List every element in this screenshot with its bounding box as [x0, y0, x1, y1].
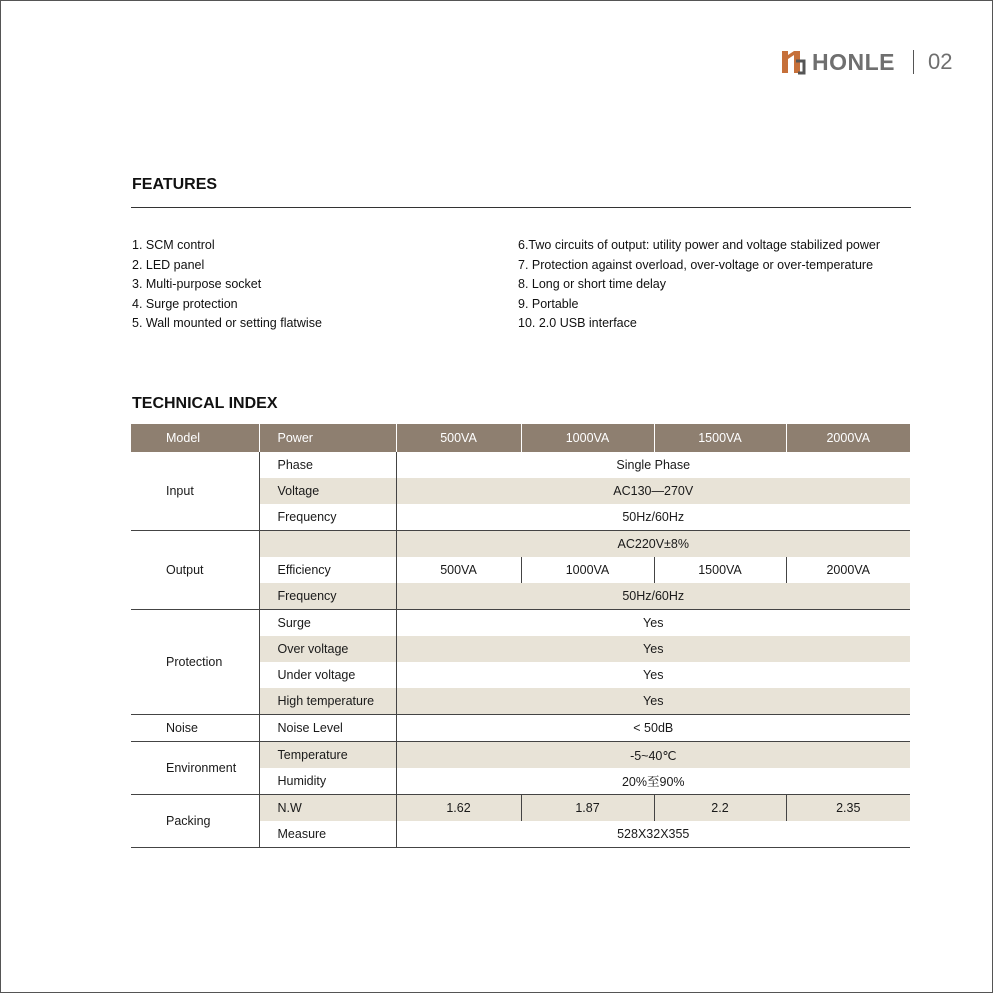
- feature-item: 1. SCM control: [132, 238, 215, 252]
- group-output: Output: [131, 531, 259, 610]
- header-col: 500VA: [396, 424, 521, 452]
- table-row: [131, 795, 910, 822]
- param-value: 528X32X355: [396, 821, 910, 848]
- param-value: 20%至90%: [396, 768, 910, 795]
- param-value: 2000VA: [826, 563, 871, 577]
- page-header: [780, 44, 952, 80]
- page-number: 02: [928, 49, 953, 74]
- param-label: Measure: [259, 821, 396, 848]
- param-label: Frequency: [259, 583, 396, 610]
- param-value: 50Hz/60Hz: [396, 583, 910, 610]
- param-value: AC130—270V: [396, 478, 910, 504]
- header-divider: [913, 50, 914, 74]
- param-value: 2.2: [654, 795, 786, 822]
- feature-item: 4. Surge protection: [132, 296, 238, 311]
- table-row: [131, 452, 910, 478]
- feature-item: 5. Wall mounted or setting flatwise: [132, 316, 322, 331]
- features-title: FEATURES: [132, 176, 218, 193]
- brand-name: HONLE: [812, 48, 895, 75]
- feature-item: 7. Protection against overload, over-voltage or over-temperature: [518, 257, 874, 272]
- technical-index-table: [131, 424, 910, 848]
- param-label: Voltage: [259, 478, 396, 504]
- param-value: < 50dB: [396, 715, 910, 742]
- param-value: 2.35: [786, 795, 910, 822]
- header-col: 1000VA: [521, 424, 654, 452]
- table-row: [131, 610, 910, 637]
- feature-item: 2. LED panel: [132, 257, 205, 272]
- param-value: Yes: [643, 616, 664, 630]
- group-protection: Protection: [131, 610, 259, 715]
- feature-item: 8. Long or short time delay: [518, 277, 666, 292]
- honle-logo-icon: [780, 47, 806, 77]
- param-value: AC220V±8%: [396, 531, 910, 558]
- table-row: [131, 715, 910, 742]
- param-value: Single Phase: [616, 458, 691, 472]
- group-input: Input: [131, 452, 259, 531]
- param-label: Noise Level: [259, 715, 396, 742]
- param-label: [259, 531, 396, 558]
- param-value: -5~40℃: [396, 742, 910, 769]
- param-value: 1.87: [521, 795, 654, 822]
- param-value: 1.62: [396, 795, 521, 822]
- param-label: Humidity: [259, 768, 396, 795]
- feature-item: 3. Multi-purpose socket: [132, 277, 262, 292]
- features-list-left: [132, 236, 322, 334]
- param-value: 1500VA: [654, 557, 786, 583]
- param-value: Yes: [396, 688, 910, 715]
- feature-item: 9. Portable: [518, 296, 579, 311]
- table-row: [131, 531, 910, 558]
- group-environment: Environment: [131, 742, 259, 795]
- param-label: High temperature: [259, 688, 396, 715]
- param-label: Under voltage: [259, 662, 396, 688]
- technical-index-title: TECHNICAL INDEX: [132, 395, 278, 412]
- features-list-right: [518, 236, 880, 334]
- param-label: Surge: [259, 610, 396, 637]
- param-value: 500VA: [396, 557, 521, 583]
- header-power: Power: [259, 424, 396, 452]
- header-col: 2000VA: [786, 424, 910, 452]
- group-noise: Noise: [131, 715, 259, 742]
- features-divider: [131, 207, 911, 208]
- param-label: Efficiency: [259, 557, 396, 583]
- param-label: Frequency: [259, 504, 396, 531]
- param-label: Over voltage: [259, 636, 396, 662]
- param-label: Temperature: [259, 742, 396, 769]
- group-packing: Packing: [131, 795, 259, 848]
- param-value: Yes: [396, 636, 910, 662]
- param-value: 50Hz/60Hz: [396, 504, 910, 531]
- param-label: N.W: [259, 795, 396, 822]
- param-label: Phase: [259, 452, 396, 478]
- table-header-row: [131, 424, 910, 452]
- header-col: 1500VA: [654, 424, 786, 452]
- param-value: 1000VA: [521, 557, 654, 583]
- param-value: Yes: [643, 668, 664, 682]
- feature-item: 10. 2.0 USB interface: [518, 316, 637, 331]
- feature-item: 6.Two circuits of output: utility power and voltage stabilized power: [518, 238, 880, 252]
- header-model: Model: [131, 424, 259, 452]
- table-row: [131, 742, 910, 769]
